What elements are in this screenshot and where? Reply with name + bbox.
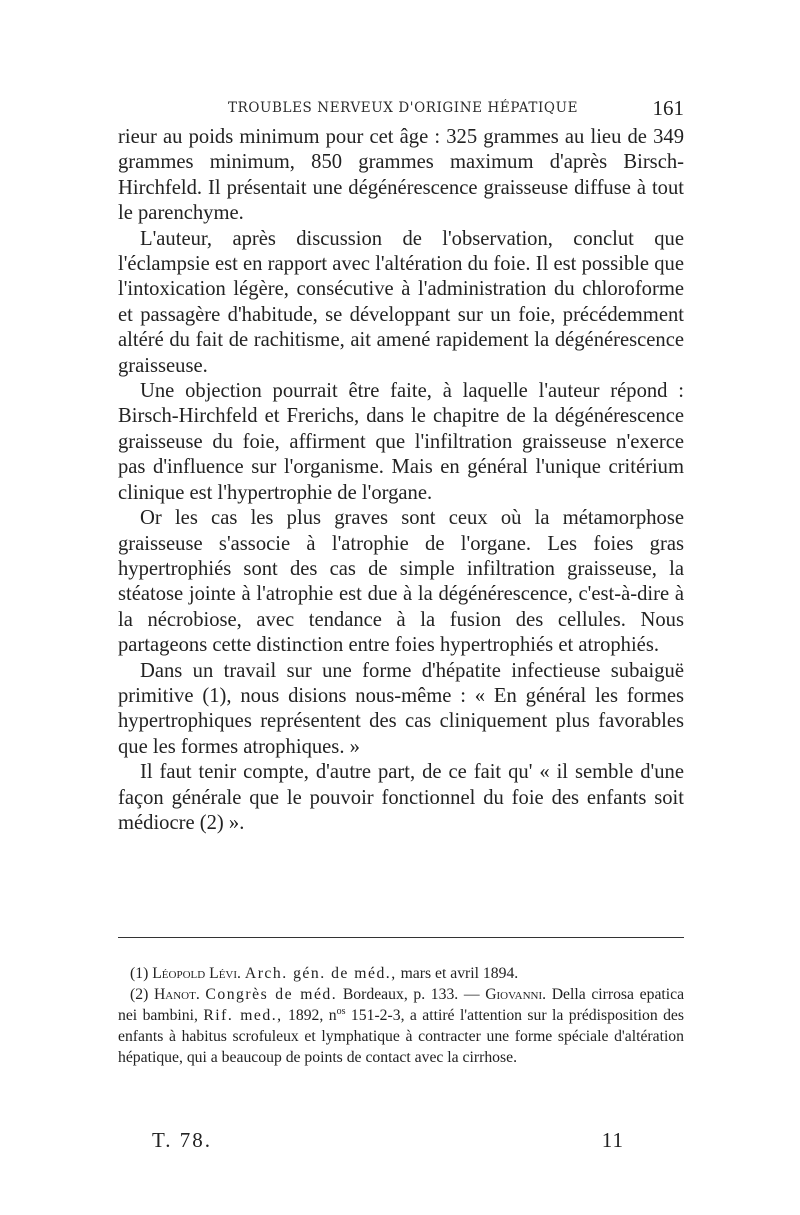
footnote-2-superscript: os — [336, 1005, 346, 1017]
paragraph-4: Or les cas les plus graves sont ceux où la métamorphose graisseuse s'associe à l'atrophie de l'organe. Les foies gras hypertrophiés sont des cas de simple infiltration graisseuse, la stéatose jointe à l'atrophie est due à la dégénérescence, c'est-à-dire à la nécrobiose, avec tendance à la fusion des cellules. Nous partageons cette distinction entre foies hypertrophiés et atrophiés. — [118, 507, 684, 657]
footnote-2-rest-3b: 151-2-3, a attiré l'attention sur la prédisposition des enfants à habitus scrofuleux et lymphatique à contracter une forme spéciale d'altération hépatique, qui a beaucoup de points de contact avec la cirrhose. — [118, 1007, 684, 1067]
signature-line — [152, 1128, 652, 1156]
paragraph-5: Dans un travail sur une forme d'hépatite infectieuse subaiguë primitive (1), nous disions nous-même : « En général les formes hypertrophiques représentent des cas cliniquement plus favorables que les formes atrophiques. » — [118, 659, 684, 758]
running-head — [118, 96, 684, 120]
footnote-1-marker: (1) — [130, 965, 149, 982]
footnote-2-marker: (2) — [130, 986, 149, 1004]
body-text — [118, 125, 684, 836]
paragraph-2: L'auteur, après discussion de l'observation, conclut que l'éclampsie est en rapport avec l'altération du foie. Il est possible que l'intoxication légère, consécutive à l'administration du chloroforme et passagère d'habitude, se développant sur un foie, précédemment altéré du fait de rachitisme, ait amené rapidement la dégénérescence graisseuse. — [118, 227, 684, 377]
paragraph-6: Il faut tenir compte, d'autre part, de ce fait qu' « il semble d'une façon générale que le pouvoir fonctionnel du foie des enfants soit médiocre (2) ». — [118, 761, 684, 834]
footnote-1-rest: mars et avril 1894. — [400, 965, 519, 982]
paragraph-1: rieur au poids minimum pour cet âge : 325 grammes au lieu de 349 grammes minimum, 850 grammes maximum d'après Birsch-Hirchfeld. Il présentait une dégénérescence graisseuse diffuse à tout le parenchyme. — [118, 126, 684, 225]
footnotes — [118, 963, 684, 1068]
running-title: TROUBLES NERVEUX D'ORIGINE HÉPATIQUE — [228, 100, 579, 116]
footnote-2 — [118, 984, 684, 1068]
page-number: 161 — [652, 96, 684, 120]
footnote-2-rest-2: Della cirrosa epatica nei bambini, — [118, 986, 685, 1025]
footnote-1-author: Léopold Lévi. — [152, 965, 241, 982]
footnote-2-rest-1: Bordeaux, p. 133. — — [342, 986, 480, 1004]
paragraph-3: Une objection pourrait être faite, à laquelle l'auteur répond : Birsch-Hirchfeld et Frerichs, dans le chapitre de la dégénérescence graisseuse du foie, affirment que l'infiltration graisseuse n'exerce pas d'influence sur l'organisme. Mais en général l'unique critérium clinique est l'hypertrophie de l'organe. — [118, 380, 684, 504]
footnote-2-journal: Rif. med., — [203, 1007, 283, 1025]
footnote-1-journal: Arch. gén. de méd., — [244, 965, 397, 982]
footnote-2-rest-3a: 1892, n — [288, 1007, 337, 1025]
footnote-2-title: Congrès de méd. — [205, 986, 338, 1004]
footnote-rule — [118, 937, 684, 938]
signature-volume: T. 78. — [152, 1128, 213, 1152]
footnote-2-author-giovanni: Giovanni. — [485, 986, 547, 1004]
signature-number: 11 — [601, 1128, 624, 1152]
footnote-2-author-hanot: Hanot. — [153, 986, 200, 1004]
footnote-1 — [118, 963, 684, 984]
